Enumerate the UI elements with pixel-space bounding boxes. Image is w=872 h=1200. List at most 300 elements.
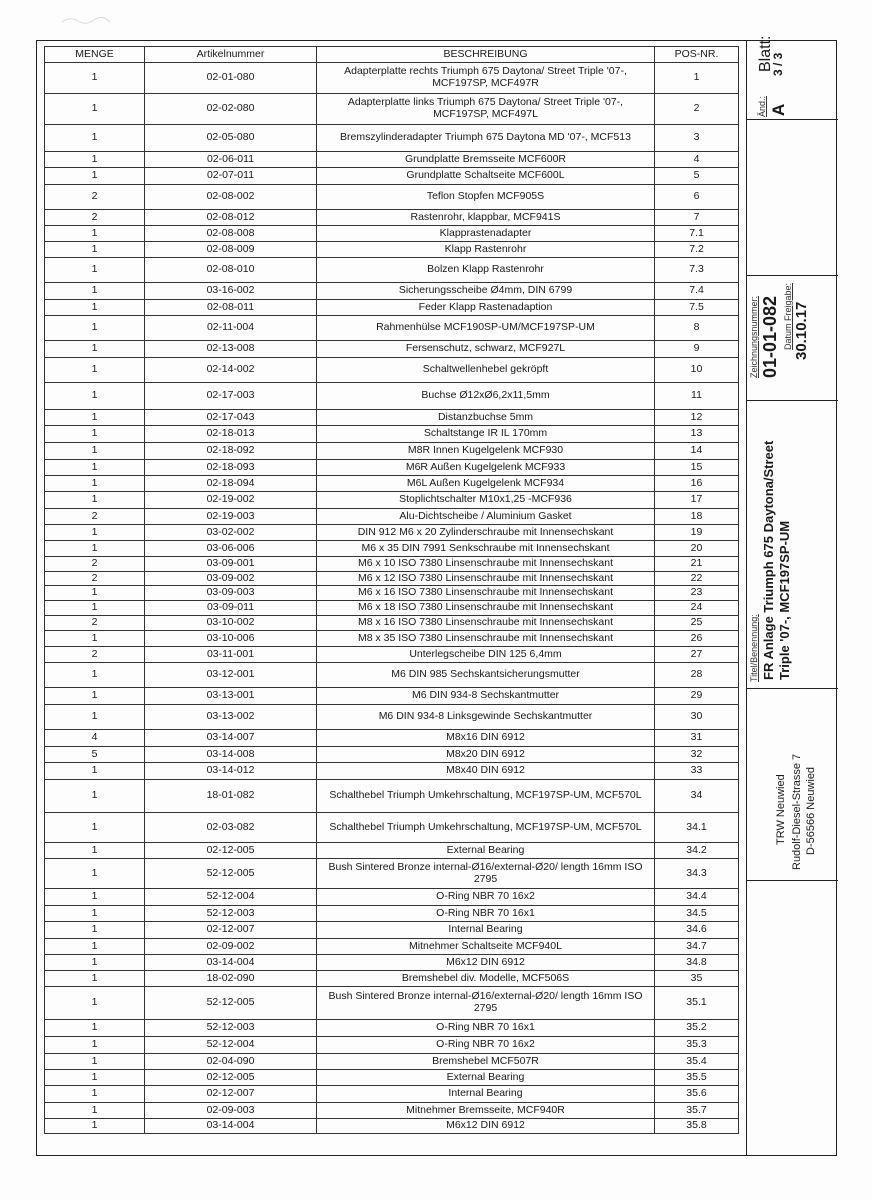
cell-artikelnummer: 02-12-007 <box>145 922 317 939</box>
cell-artikelnummer: 02-05-080 <box>145 125 317 152</box>
cell-artikelnummer: 02-19-003 <box>145 509 317 525</box>
table-row <box>45 647 739 663</box>
cell-beschreibung: Klapp Rastenrohr <box>317 242 655 258</box>
cell-menge: 4 <box>45 730 145 747</box>
cell-menge: 1 <box>45 226 145 242</box>
cell-artikelnummer: 02-12-007 <box>145 1086 317 1103</box>
cell-beschreibung: Fersenschutz, schwarz, MCF927L <box>317 341 655 358</box>
table-row <box>45 152 739 168</box>
table-row <box>45 601 739 616</box>
cell-pos-nr: 17 <box>655 492 739 509</box>
cell-beschreibung: O-Ring NBR 70 16x2 <box>317 889 655 906</box>
cell-menge: 1 <box>45 383 145 410</box>
cell-pos-nr: 9 <box>655 341 739 358</box>
cell-pos-nr: 13 <box>655 426 739 443</box>
cell-menge: 2 <box>45 572 145 586</box>
aend-label: Änd.: <box>757 95 767 117</box>
table-row <box>45 316 739 341</box>
cell-menge: 1 <box>45 443 145 460</box>
cell-menge: 1 <box>45 987 145 1020</box>
cell-menge: 1 <box>45 843 145 859</box>
cell-pos-nr: 31 <box>655 730 739 747</box>
table-row <box>45 226 739 242</box>
cell-menge: 1 <box>45 1119 145 1134</box>
cell-menge: 1 <box>45 1086 145 1103</box>
divider-titel-bottom <box>747 688 838 689</box>
cell-pos-nr: 34.2 <box>655 843 739 859</box>
cell-beschreibung: Feder Klapp Rastenadaption <box>317 300 655 316</box>
cell-menge: 1 <box>45 1020 145 1037</box>
zeichnung-label: Zeichnungsnummer: <box>749 295 759 378</box>
table-row <box>45 906 739 922</box>
table-row <box>45 341 739 358</box>
table-row <box>45 476 739 492</box>
cell-menge: 1 <box>45 780 145 813</box>
cell-menge: 1 <box>45 242 145 258</box>
cell-pos-nr: 7 <box>655 210 739 226</box>
table-header-row <box>45 47 739 63</box>
cell-menge: 1 <box>45 922 145 939</box>
cell-pos-nr: 34.6 <box>655 922 739 939</box>
cell-beschreibung: M6x12 DIN 6912 <box>317 1119 655 1134</box>
cell-artikelnummer: 03-02-002 <box>145 525 317 541</box>
cell-pos-nr: 16 <box>655 476 739 492</box>
cell-artikelnummer: 03-09-011 <box>145 601 317 616</box>
datum-label: Datum Freigabe: <box>783 282 793 350</box>
cell-pos-nr: 35.2 <box>655 1020 739 1037</box>
table-row <box>45 443 739 460</box>
cell-menge: 1 <box>45 476 145 492</box>
cell-artikelnummer: 18-01-082 <box>145 780 317 813</box>
blatt-label: Blatt: <box>757 35 774 72</box>
cell-artikelnummer: 02-09-002 <box>145 939 317 955</box>
cell-artikelnummer: 03-06-006 <box>145 541 317 557</box>
cell-artikelnummer: 02-12-005 <box>145 1070 317 1086</box>
cell-artikelnummer: 02-17-003 <box>145 383 317 410</box>
cell-artikelnummer: 52-12-003 <box>145 1020 317 1037</box>
cell-beschreibung: Grundplatte Schaltseite MCF600L <box>317 168 655 185</box>
cell-beschreibung: Schalthebel Triumph Umkehrschaltung, MCF197SP-UM, MCF570L <box>317 780 655 813</box>
titel-line-1: FR Anlage Triumph 675 Daytona/Street <box>761 440 776 680</box>
cell-beschreibung: Bremshebel div. Modelle, MCF506S <box>317 971 655 987</box>
table-row <box>45 922 739 939</box>
cell-artikelnummer: 03-11-001 <box>145 647 317 663</box>
blatt-value: 3 / 3 <box>771 52 785 76</box>
cell-beschreibung: M8 x 35 ISO 7380 Linsenschraube mit Innensechskant <box>317 631 655 647</box>
cell-beschreibung: M8 x 16 ISO 7380 Linsenschraube mit Innensechskant <box>317 616 655 631</box>
cell-pos-nr: 28 <box>655 663 739 688</box>
cell-artikelnummer: 02-08-010 <box>145 258 317 283</box>
table-row <box>45 525 739 541</box>
header-beschreibung: BESCHREIBUNG <box>317 47 655 63</box>
cell-pos-nr: 29 <box>655 688 739 705</box>
table-row <box>45 631 739 647</box>
table-row <box>45 410 739 426</box>
cell-menge: 2 <box>45 647 145 663</box>
table-row <box>45 763 739 780</box>
cell-artikelnummer: 02-08-008 <box>145 226 317 242</box>
cell-beschreibung: Schaltstange IR IL 170mm <box>317 426 655 443</box>
cell-artikelnummer: 02-03-082 <box>145 813 317 843</box>
cell-pos-nr: 35.3 <box>655 1037 739 1054</box>
cell-beschreibung: Internal Bearing <box>317 1086 655 1103</box>
cell-artikelnummer: 03-14-008 <box>145 747 317 763</box>
cell-artikelnummer: 02-18-092 <box>145 443 317 460</box>
cell-artikelnummer: 03-14-004 <box>145 955 317 971</box>
cell-pos-nr: 35.4 <box>655 1054 739 1070</box>
cell-beschreibung: Bremshebel MCF507R <box>317 1054 655 1070</box>
cell-pos-nr: 34.3 <box>655 859 739 889</box>
cell-pos-nr: 2 <box>655 94 739 125</box>
cell-beschreibung: Buchse Ø12xØ6,2x11,5mm <box>317 383 655 410</box>
table-row <box>45 460 739 476</box>
cell-beschreibung: Rahmenhülse MCF190SP-UM/MCF197SP-UM <box>317 316 655 341</box>
cell-artikelnummer: 03-10-006 <box>145 631 317 647</box>
cell-beschreibung: Schaltwellenhebel gekröpft <box>317 358 655 383</box>
cell-menge: 1 <box>45 688 145 705</box>
cell-pos-nr: 7.5 <box>655 300 739 316</box>
cell-beschreibung: O-Ring NBR 70 16x2 <box>317 1037 655 1054</box>
table-row <box>45 705 739 730</box>
cell-pos-nr: 4 <box>655 152 739 168</box>
header-artikelnummer: Artikelnummer <box>145 47 317 63</box>
table-row <box>45 987 739 1020</box>
cell-artikelnummer: 03-09-001 <box>145 557 317 572</box>
table-row <box>45 730 739 747</box>
parts-list-body <box>45 63 739 1134</box>
cell-beschreibung: Teflon Stopfen MCF905S <box>317 185 655 210</box>
company-street: Rudolf-Diesel-Strasse 7 <box>791 753 803 870</box>
divider-company-bottom <box>747 880 838 881</box>
table-row <box>45 541 739 557</box>
table-row <box>45 258 739 283</box>
cell-menge: 1 <box>45 1054 145 1070</box>
cell-menge: 1 <box>45 426 145 443</box>
cell-artikelnummer: 52-12-005 <box>145 987 317 1020</box>
table-row <box>45 813 739 843</box>
cell-menge: 2 <box>45 509 145 525</box>
cell-menge: 1 <box>45 300 145 316</box>
table-row <box>45 939 739 955</box>
cell-artikelnummer: 02-13-008 <box>145 341 317 358</box>
table-row <box>45 185 739 210</box>
cell-pos-nr: 15 <box>655 460 739 476</box>
table-row <box>45 242 739 258</box>
cell-artikelnummer: 02-06-011 <box>145 152 317 168</box>
cell-artikelnummer: 02-07-011 <box>145 168 317 185</box>
table-row <box>45 358 739 383</box>
cell-pos-nr: 8 <box>655 316 739 341</box>
cell-pos-nr: 35.7 <box>655 1103 739 1119</box>
cell-beschreibung: Klapprastenadapter <box>317 226 655 242</box>
cell-pos-nr: 27 <box>655 647 739 663</box>
cell-beschreibung: M6 x 12 ISO 7380 Linsenschraube mit Innensechskant <box>317 572 655 586</box>
table-row <box>45 210 739 226</box>
aend-value: A <box>769 103 788 116</box>
cell-beschreibung: Bolzen Klapp Rastenrohr <box>317 258 655 283</box>
table-row <box>45 688 739 705</box>
cell-pos-nr: 1 <box>655 63 739 94</box>
table-row <box>45 1054 739 1070</box>
cell-beschreibung: M6 DIN 934-8 Linksgewinde Sechskantmutter <box>317 705 655 730</box>
cell-beschreibung: Adapterplatte links Triumph 675 Daytona/ Street Triple '07-, MCF197SP, MCF497L <box>317 94 655 125</box>
cell-artikelnummer: 18-02-090 <box>145 971 317 987</box>
cell-beschreibung: M8x16 DIN 6912 <box>317 730 655 747</box>
cell-pos-nr: 14 <box>655 443 739 460</box>
cell-menge: 1 <box>45 586 145 601</box>
cell-beschreibung: M6L Außen Kugelgelenk MCF934 <box>317 476 655 492</box>
cell-pos-nr: 21 <box>655 557 739 572</box>
cell-artikelnummer: 02-08-002 <box>145 185 317 210</box>
cell-pos-nr: 18 <box>655 509 739 525</box>
table-row <box>45 1086 739 1103</box>
cell-pos-nr: 5 <box>655 168 739 185</box>
cell-menge: 1 <box>45 460 145 476</box>
cell-pos-nr: 11 <box>655 383 739 410</box>
cell-beschreibung: M6R Außen Kugelgelenk MCF933 <box>317 460 655 476</box>
cell-menge: 1 <box>45 1070 145 1086</box>
titel-line-2: Triple '07-, MCF197SP-UM <box>777 520 792 680</box>
cell-beschreibung: M8x20 DIN 6912 <box>317 747 655 763</box>
cell-menge: 1 <box>45 541 145 557</box>
cell-menge: 1 <box>45 813 145 843</box>
table-row <box>45 1020 739 1037</box>
cell-beschreibung: M6 x 35 DIN 7991 Senkschraube mit Innensechskant <box>317 541 655 557</box>
cell-beschreibung: M6 x 10 ISO 7380 Linsenschraube mit Innensechskant <box>317 557 655 572</box>
scan-mark <box>60 14 120 26</box>
cell-pos-nr: 34.7 <box>655 939 739 955</box>
cell-beschreibung: M6 x 16 ISO 7380 Linsenschraube mit Innensechskant <box>317 586 655 601</box>
table-row <box>45 125 739 152</box>
cell-menge: 1 <box>45 358 145 383</box>
cell-beschreibung: Mitnehmer Schaltseite MCF940L <box>317 939 655 955</box>
cell-pos-nr: 19 <box>655 525 739 541</box>
table-row <box>45 889 739 906</box>
cell-menge: 1 <box>45 939 145 955</box>
divider-zeichnung-top <box>747 275 838 276</box>
cell-artikelnummer: 03-10-002 <box>145 616 317 631</box>
table-row <box>45 971 739 987</box>
header-pos-nr: POS-NR. <box>655 47 739 63</box>
table-row <box>45 1037 739 1054</box>
table-row <box>45 426 739 443</box>
cell-menge: 1 <box>45 631 145 647</box>
cell-pos-nr: 34 <box>655 780 739 813</box>
table-row <box>45 509 739 525</box>
cell-pos-nr: 35.1 <box>655 987 739 1020</box>
cell-artikelnummer: 02-08-009 <box>145 242 317 258</box>
cell-menge: 1 <box>45 283 145 300</box>
cell-pos-nr: 35.8 <box>655 1119 739 1134</box>
table-row <box>45 557 739 572</box>
cell-menge: 1 <box>45 152 145 168</box>
table-row <box>45 843 739 859</box>
cell-beschreibung: O-Ring NBR 70 16x1 <box>317 906 655 922</box>
table-row <box>45 1119 739 1134</box>
cell-pos-nr: 23 <box>655 586 739 601</box>
cell-menge: 1 <box>45 663 145 688</box>
table-row <box>45 1070 739 1086</box>
cell-artikelnummer: 03-13-002 <box>145 705 317 730</box>
cell-pos-nr: 34.8 <box>655 955 739 971</box>
cell-menge: 1 <box>45 763 145 780</box>
cell-beschreibung: O-Ring NBR 70 16x1 <box>317 1020 655 1037</box>
cell-artikelnummer: 02-02-080 <box>145 94 317 125</box>
cell-menge: 2 <box>45 210 145 226</box>
table-row <box>45 586 739 601</box>
cell-artikelnummer: 02-17-043 <box>145 410 317 426</box>
cell-pos-nr: 32 <box>655 747 739 763</box>
cell-menge: 1 <box>45 906 145 922</box>
cell-beschreibung: External Bearing <box>317 1070 655 1086</box>
cell-artikelnummer: 02-08-012 <box>145 210 317 226</box>
company-city: D-56566 Neuwied <box>805 766 817 855</box>
cell-beschreibung: Stoplichtschalter M10x1,25 -MCF936 <box>317 492 655 509</box>
cell-beschreibung: Unterlegscheibe DIN 125 6,4mm <box>317 647 655 663</box>
cell-pos-nr: 25 <box>655 616 739 631</box>
cell-menge: 1 <box>45 168 145 185</box>
cell-pos-nr: 7.4 <box>655 283 739 300</box>
table-row <box>45 780 739 813</box>
cell-pos-nr: 22 <box>655 572 739 586</box>
cell-artikelnummer: 02-01-080 <box>145 63 317 94</box>
table-row <box>45 572 739 586</box>
table-row <box>45 492 739 509</box>
cell-pos-nr: 7.1 <box>655 226 739 242</box>
cell-pos-nr: 7.3 <box>655 258 739 283</box>
cell-artikelnummer: 52-12-003 <box>145 906 317 922</box>
cell-beschreibung: M8R Innen Kugelgelenk MCF930 <box>317 443 655 460</box>
cell-beschreibung: Mitnehmer Bremsseite, MCF940R <box>317 1103 655 1119</box>
header-menge: MENGE <box>45 47 145 63</box>
cell-pos-nr: 26 <box>655 631 739 647</box>
cell-menge: 1 <box>45 1037 145 1054</box>
cell-beschreibung: M6x12 DIN 6912 <box>317 955 655 971</box>
cell-beschreibung: DIN 912 M6 x 20 Zylinderschraube mit Innensechskant <box>317 525 655 541</box>
cell-pos-nr: 24 <box>655 601 739 616</box>
cell-pos-nr: 33 <box>655 763 739 780</box>
cell-menge: 1 <box>45 63 145 94</box>
table-row <box>45 63 739 94</box>
cell-pos-nr: 20 <box>655 541 739 557</box>
cell-artikelnummer: 03-09-003 <box>145 586 317 601</box>
cell-pos-nr: 6 <box>655 185 739 210</box>
cell-menge: 1 <box>45 889 145 906</box>
cell-menge: 1 <box>45 971 145 987</box>
company-name: TRW Neuwied <box>775 774 787 845</box>
cell-artikelnummer: 03-13-001 <box>145 688 317 705</box>
cell-menge: 1 <box>45 601 145 616</box>
table-row <box>45 300 739 316</box>
cell-artikelnummer: 02-11-004 <box>145 316 317 341</box>
cell-menge: 2 <box>45 616 145 631</box>
cell-beschreibung: Distanzbuchse 5mm <box>317 410 655 426</box>
cell-beschreibung: Sicherungsscheibe Ø4mm, DIN 6799 <box>317 283 655 300</box>
table-row <box>45 1103 739 1119</box>
cell-artikelnummer: 03-12-001 <box>145 663 317 688</box>
parts-list-table <box>44 46 739 1134</box>
cell-menge: 1 <box>45 525 145 541</box>
cell-artikelnummer: 52-12-005 <box>145 859 317 889</box>
cell-pos-nr: 35 <box>655 971 739 987</box>
zeichnung-value: 01-01-082 <box>760 295 780 378</box>
cell-pos-nr: 34.4 <box>655 889 739 906</box>
cell-artikelnummer: 52-12-004 <box>145 889 317 906</box>
datum-value: 30.10.17 <box>793 301 810 360</box>
cell-menge: 5 <box>45 747 145 763</box>
cell-artikelnummer: 03-14-004 <box>145 1119 317 1134</box>
table-row <box>45 283 739 300</box>
cell-artikelnummer: 02-09-003 <box>145 1103 317 1119</box>
cell-artikelnummer: 02-04-090 <box>145 1054 317 1070</box>
cell-beschreibung: Bush Sintered Bronze internal-Ø16/external-Ø20/ length 16mm ISO 2795 <box>317 859 655 889</box>
cell-beschreibung: Rastenrohr, klappbar, MCF941S <box>317 210 655 226</box>
table-row <box>45 955 739 971</box>
divider-zeichnung-bottom <box>747 400 838 401</box>
cell-beschreibung: M6 DIN 934-8 Sechskantmutter <box>317 688 655 705</box>
table-row <box>45 616 739 631</box>
cell-menge: 1 <box>45 410 145 426</box>
titel-label: Titel/Benennung: <box>749 614 759 682</box>
cell-artikelnummer: 03-09-002 <box>145 572 317 586</box>
cell-beschreibung: Internal Bearing <box>317 922 655 939</box>
cell-beschreibung: Schalthebel Triumph Umkehrschaltung, MCF197SP-UM, MCF570L <box>317 813 655 843</box>
cell-artikelnummer: 02-14-002 <box>145 358 317 383</box>
cell-artikelnummer: 03-14-007 <box>145 730 317 747</box>
table-row <box>45 168 739 185</box>
cell-beschreibung: M6 x 18 ISO 7380 Linsenschraube mit Innensechskant <box>317 601 655 616</box>
table-row <box>45 859 739 889</box>
cell-beschreibung: External Bearing <box>317 843 655 859</box>
cell-menge: 1 <box>45 316 145 341</box>
cell-artikelnummer: 02-18-093 <box>145 460 317 476</box>
cell-artikelnummer: 02-19-002 <box>145 492 317 509</box>
cell-artikelnummer: 03-14-012 <box>145 763 317 780</box>
cell-artikelnummer: 02-18-094 <box>145 476 317 492</box>
cell-pos-nr: 10 <box>655 358 739 383</box>
cell-menge: 1 <box>45 1103 145 1119</box>
cell-artikelnummer: 03-16-002 <box>145 283 317 300</box>
cell-pos-nr: 30 <box>655 705 739 730</box>
cell-pos-nr: 34.5 <box>655 906 739 922</box>
cell-artikelnummer: 02-12-005 <box>145 843 317 859</box>
cell-pos-nr: 7.2 <box>655 242 739 258</box>
cell-pos-nr: 35.6 <box>655 1086 739 1103</box>
cell-menge: 1 <box>45 859 145 889</box>
cell-beschreibung: Adapterplatte rechts Triumph 675 Daytona/ Street Triple '07-, MCF197SP, MCF497R <box>317 63 655 94</box>
cell-menge: 1 <box>45 125 145 152</box>
cell-menge: 1 <box>45 94 145 125</box>
cell-menge: 1 <box>45 341 145 358</box>
cell-artikelnummer: 02-08-011 <box>145 300 317 316</box>
cell-menge: 1 <box>45 492 145 509</box>
cell-menge: 1 <box>45 258 145 283</box>
table-row <box>45 94 739 125</box>
cell-beschreibung: Bush Sintered Bronze internal-Ø16/external-Ø20/ length 16mm ISO 2795 <box>317 987 655 1020</box>
cell-beschreibung: Grundplatte Bremsseite MCF600R <box>317 152 655 168</box>
table-row <box>45 747 739 763</box>
cell-pos-nr: 35.5 <box>655 1070 739 1086</box>
table-row <box>45 383 739 410</box>
cell-pos-nr: 3 <box>655 125 739 152</box>
cell-artikelnummer: 02-18-013 <box>145 426 317 443</box>
cell-menge: 1 <box>45 955 145 971</box>
title-block <box>746 35 838 1156</box>
cell-beschreibung: M6 DIN 985 Sechskantsicherungsmutter <box>317 663 655 688</box>
cell-menge: 2 <box>45 557 145 572</box>
cell-artikelnummer: 52-12-004 <box>145 1037 317 1054</box>
cell-menge: 1 <box>45 705 145 730</box>
